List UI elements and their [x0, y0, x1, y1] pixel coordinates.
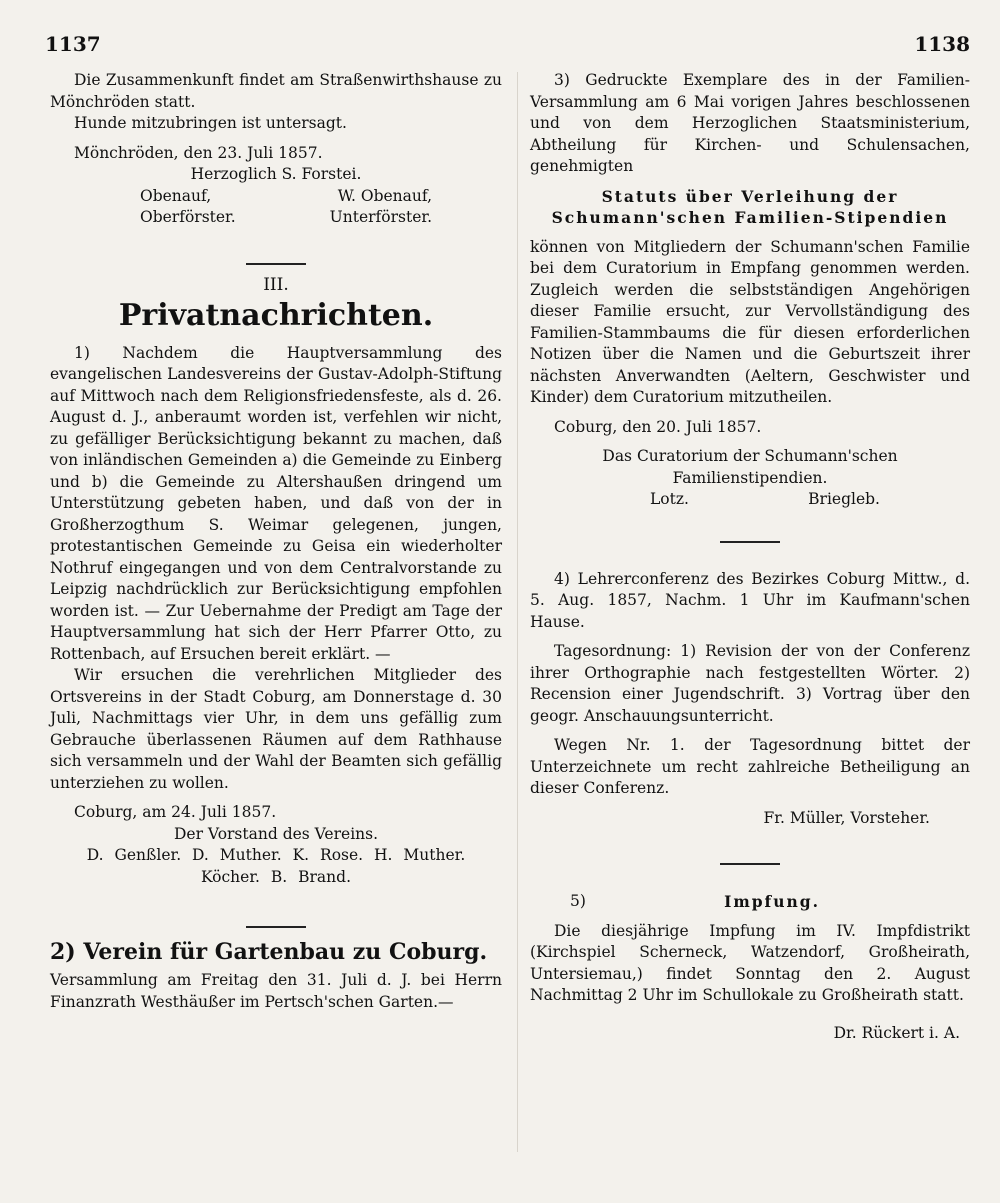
separator-rule	[720, 863, 780, 865]
signature-right: W. Obenauf,	[337, 186, 432, 205]
item3-place-date: Coburg, den 20. Juli 1857.	[554, 417, 762, 436]
item3-intro: 3) Gedruckte Exemplare des in der Familien-Versammlung am 6 Mai vorigen Jahres beschlossenen und von dem Herzoglichen Staatsministerium, Abtheilung für Kirchen- und Schulensachen, genehmigten	[530, 71, 970, 175]
notice-place-date: Mönchröden, den 23. Juli 1857.	[74, 143, 323, 162]
item1-names: D. Genßler. D. Muther. K. Rose. H. Muther.	[86, 846, 466, 864]
name-left: Lotz.	[650, 490, 689, 508]
item3-statute: Statuts über Verleihung der Schumann'schen Familien-Stipendien	[551, 186, 949, 227]
left-column	[50, 70, 502, 1013]
title-right: Unterförster.	[329, 208, 432, 226]
section-title: Privatnachrichten.	[118, 297, 434, 333]
item1-names: Köcher. B. Brand.	[200, 867, 351, 886]
item5-number: 5)	[570, 892, 586, 910]
item1-board: Der Vorstand des Vereins.	[173, 824, 379, 843]
item5-heading	[530, 891, 970, 913]
notice-line: Die Zusammenkunft findet am Straßenwirthshause zu Mönchröden statt.	[50, 71, 502, 111]
column-divider	[517, 72, 518, 1152]
separator-rule	[720, 541, 780, 543]
signature-left: Obenauf,	[140, 186, 212, 205]
item5-signer: Dr. Rückert i. A.	[833, 1023, 960, 1042]
item4-agenda: Tagesordnung: 1) Revision der von der Conferenz ihrer Orthographie nach festgestellten Wörter. 2) Recension einer Jugendschrift. 3) Vortrag über den geogr. Anschauungsunterricht.	[530, 642, 970, 725]
item3-text: können von Mitgliedern der Schumann'schen Familie bei dem Curatorium in Empfang genommen werden. Zugleich werden die selbstständigen Angehörigen dieser Familie ersucht, zur Vervollständigung des Familien-Stammbaums die für diesen erforderlichen Notizen über die Namen und die Geburtszeit ihrer nächsten Anverwandten (Aeltern, Geschwister und Kinder) dem Curatorium mitzutheilen.	[530, 237, 970, 406]
separator-rule	[246, 926, 306, 928]
item4-intro: 4) Lehrerconferenz des Bezirkes Coburg Mittw., d. 5. Aug. 1857, Nachm. 1 Uhr im Kaufmann'schen Hause.	[530, 569, 970, 631]
item3-names	[530, 489, 970, 511]
item2-text: Versammlung am Freitag den 31. Juli d. J. bei Herrn Finanzrath Westhäußer im Pertsch'schen Garten.—	[50, 971, 502, 1011]
page-number-right: 1138	[914, 32, 970, 56]
item2-title: 2) Verein für Gartenbau zu Coburg.	[50, 939, 488, 965]
item5-text: Die diesjährige Impfung im IV. Impfdistrikt (Kirchspiel Scherneck, Watzendorf, Großheirath, Untersiemau,) findet Sonntag den 2. August Nachmittag 2 Uhr im Schullokale zu Großheirath statt.	[530, 921, 970, 1004]
item1-paragraph: 1) Nachdem die Hauptversammlung des evangelischen Landesvereins der Gustav-Adolph-Stiftung auf Mittwoch nach dem Religionsfriedensfeste, als d. 26. August d. J., anberaumt worden ist, verfehlen wir nicht, zu gefälliger Berücksichtigung bekannt zu machen, daß von inländischen Gemeinden a) die Gemeinde zu Einberg und b) die Gemeinde zu Altershaußen dringend um Unterstützung gebeten haben, und daß von der in Großherzogthum S. Weimar gelegenen, jungen, protestantischen Gemeinde zu Geisa ein wiederholter Nothruf eingegangen und von dem Centralvorstande zu Leipzig nachdrücklich zur Berücksichtigung empfohlen worden ist. — Zur Uebernahme der Predigt am Tage der Hauptversammlung hat sich der Herr Pfarrer Otto, zu Rottenbach, auf Ersuchen bereit erklärt. —	[50, 343, 502, 663]
item1-place-date: Coburg, am 24. Juli 1857.	[74, 803, 277, 821]
item3-signer: Das Curatorium der Schumann'schen Familienstipendien.	[602, 447, 898, 487]
item5-title: Impfung.	[724, 892, 820, 911]
notice-office: Herzoglich S. Forstei.	[190, 165, 362, 183]
title-left: Oberförster.	[140, 208, 236, 226]
item1-paragraph: Wir ersuchen die verehrlichen Mitglieder des Ortsvereins in der Stadt Coburg, am Donnerstage d. 30 Juli, Nachmittags vier Uhr, in dem uns gefällig zum Gebrauche überlassenen Räumen auf dem Rathhause sich versammeln und der Wahl der Beamten sich gefällig unterziehen zu wollen.	[50, 666, 502, 792]
notice-line: Hunde mitzubringen ist untersagt.	[74, 114, 347, 132]
item4-request: Wegen Nr. 1. der Tagesordnung bittet der Unterzeichnete um recht zahlreiche Betheiligung an dieser Conferenz.	[530, 736, 970, 797]
name-right: Briegleb.	[808, 490, 880, 508]
section-number: III.	[263, 274, 289, 295]
page-number-left: 1137	[45, 32, 101, 56]
right-column	[530, 70, 970, 1044]
item4-signer: Fr. Müller, Vorsteher.	[763, 808, 930, 827]
notice-signatures	[50, 186, 502, 208]
notice-titles	[50, 207, 502, 229]
separator-rule	[246, 263, 306, 265]
